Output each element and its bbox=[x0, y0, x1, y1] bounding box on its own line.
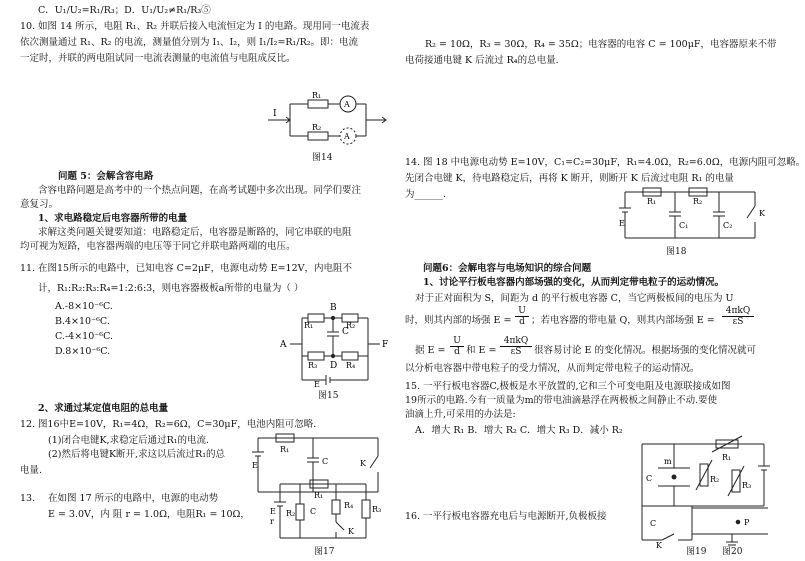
q11-option-b: B.4×10⁻⁶C. bbox=[55, 316, 110, 327]
figure-15-caption: 图15 bbox=[318, 391, 339, 401]
fig17-internal-r: r bbox=[270, 517, 274, 526]
q14-line1: 图 18 中电源电动势 E=10V，C₁=C₂=30μF，R₁=4.0Ω，R₂=6.0Ω，电源内阻可忽略。 bbox=[423, 157, 805, 168]
fig18-label-C1: C₁ bbox=[679, 221, 689, 230]
fig18-label-R1: R₁ bbox=[647, 197, 657, 206]
section2-title: 2、求通过某定值电阻的总电量 bbox=[38, 403, 169, 414]
fig17-source-E: E bbox=[270, 507, 276, 516]
fig14-ammeter-A: A bbox=[344, 100, 350, 109]
fig16-source-E: E bbox=[252, 461, 258, 470]
fig18-source-E: E bbox=[619, 219, 625, 228]
figure-15-circuit bbox=[280, 296, 390, 388]
q11-option-a: A.-8×10⁻⁶C. bbox=[55, 301, 113, 312]
q12-line3: (2)然后将电键K断开,求这以后流过R₁的总 bbox=[48, 449, 226, 460]
fraction-denominator-d: d bbox=[519, 317, 525, 328]
fraction2-numerator-U: U bbox=[450, 336, 464, 347]
q16-number: 16. bbox=[405, 511, 421, 522]
fig15-node-A: A bbox=[280, 340, 287, 350]
problem5-title: 问题 5：会解含容电路 bbox=[58, 171, 154, 182]
fig19-mass-m: m bbox=[664, 457, 672, 466]
fig18-label-C2: C₂ bbox=[723, 221, 733, 230]
q15-line3: 油滴上升,可采用的办法是: bbox=[405, 409, 516, 420]
figure-14-caption: 图14 bbox=[312, 153, 333, 163]
fig17-label-R4: R₄ bbox=[344, 501, 354, 510]
q11-option-d: D.8×10⁻⁶C. bbox=[55, 346, 111, 357]
problem6-line2b: ；若电容器的带电量 Q，则其内部场强 E = bbox=[531, 315, 715, 326]
fig15-source-E: E bbox=[314, 380, 320, 389]
fraction-denominator-eS: εS bbox=[732, 317, 744, 328]
fig16-label-R1: R₁ bbox=[280, 445, 290, 454]
q11-line1: 在图15所示的电路中，已知电容 C=2μF，电源电动势 E=12V，内电阻不 bbox=[38, 263, 353, 274]
q16-line1: 一平行板电容器充电后与电源断开,负极板接 bbox=[423, 511, 607, 522]
problem6-line3c: 很容易讨论 E 的变化情况。根据场强的变化情况就可 bbox=[534, 345, 756, 356]
fig19-label-R2: R₂ bbox=[710, 475, 720, 484]
q14-line2: 先闭合电键 K，待电路稳定后，再将 K 断开，则断开 K 后流过电阻 R₁ 的电量 bbox=[405, 173, 734, 184]
figure-20-circuit bbox=[632, 498, 774, 548]
q11-number: 11. bbox=[20, 263, 36, 274]
fraction-U-over-d-2 bbox=[450, 336, 464, 358]
figure-18-circuit bbox=[615, 186, 765, 246]
fraction2-denominator-eS: εS bbox=[510, 347, 522, 358]
q10-line2: 依次测量通过 R₁、R₂ 的电流，测量值分别为 I₁、I₂，则 I₁/I₂=R₁/R₂。即：电流 bbox=[20, 37, 359, 48]
fig20-switch-K: K bbox=[656, 541, 662, 550]
q11-option-c: C.-4×10⁻⁶C. bbox=[55, 331, 114, 342]
q12-number: 12. bbox=[20, 419, 36, 430]
section1-line2: 均可视为短路，电容器两端的电压等于同它并联电路两端的电压。 bbox=[20, 241, 296, 252]
figure-17-caption: 图17 bbox=[314, 547, 335, 557]
problem6-line1: 对于正对面积为 S，间距为 d 的平行板电容器 C，当它两极板间的电压为 U bbox=[415, 293, 734, 304]
figure-17-circuit bbox=[270, 478, 380, 546]
fig19-label-R3: R₃ bbox=[742, 481, 752, 490]
q10-line3: 一定时，并联的两电阻试同一电流表测量的电流值与电阻成反比。 bbox=[20, 53, 296, 64]
fig15-label-R4: R₄ bbox=[346, 361, 356, 370]
fig17-switch-K: K bbox=[348, 527, 354, 536]
problem6-line4: 以分析电容器中带电粒子的受力情况，从而判定带电粒子的运动情况。 bbox=[405, 363, 700, 374]
q15-options: A．增大 R₁ B．增大 R₂ C．增大 R₃ D．减小 R₂ bbox=[415, 425, 623, 436]
figure-20-caption: 图20 bbox=[722, 547, 743, 557]
q13-line1: 在如图 17 所示的电路中，电源的电动势 bbox=[48, 493, 219, 504]
q13-cont-line1: R₂ = 10Ω，R₃ = 30Ω，R₄ = 35Ω；电容器的电容 C = 100μF，电容器原来不带 bbox=[425, 39, 777, 50]
q13-cont-line2: 电荷接通电键 K 后流过 R₄的总电量. bbox=[405, 55, 559, 66]
problem6-line3a: 据 E = bbox=[415, 345, 446, 356]
q14-number: 14. bbox=[405, 157, 421, 168]
fig15-capacitor-C: C bbox=[342, 327, 349, 337]
fig15-node-D: D bbox=[330, 361, 338, 371]
problem6-line3b: 和 E = bbox=[466, 345, 497, 356]
fig16-switch-K: K bbox=[360, 459, 366, 468]
section1-title: 1、求电路稳定后电容器所带的电量 bbox=[38, 213, 188, 224]
fig14-label-R2: R₂ bbox=[312, 123, 322, 132]
fraction-4pikQ-over-eS-2 bbox=[500, 336, 532, 358]
problem5-intro2: 意复习。 bbox=[20, 199, 59, 210]
fig14-ammeter-A-dashed: A bbox=[344, 132, 350, 141]
fig15-node-F: F bbox=[382, 340, 389, 350]
section1-line1: 求解这类问题关键要知道：电路稳定后，电容器是断路的，同它串联的电阻 bbox=[38, 227, 352, 238]
fig17-label-R2: R₂ bbox=[286, 509, 296, 518]
fig20-capacitor-C: C bbox=[650, 519, 657, 528]
q15-number: 15. bbox=[405, 381, 421, 392]
fraction-numerator-4pikQ: 4πkQ bbox=[722, 306, 754, 317]
problem6-line2a: 时，则其内部的场强 E = bbox=[405, 315, 512, 326]
q11-line2: 计，R₁:R₂:R₃:R₄=1:2:6:3，则电容器极板a所带的电量为（ ） bbox=[38, 283, 304, 294]
q10-line1: 如图 14 所示，电阻 R₁、R₂ 并联后接入电流恒定为 I 的电路。现用同一电流表 bbox=[38, 21, 370, 32]
fraction-4pikQ-over-eS bbox=[722, 306, 754, 328]
fig19-capacitor-C: C bbox=[646, 474, 653, 483]
fig14-label-R1: R₁ bbox=[312, 91, 322, 100]
fig18-label-R2: R₂ bbox=[693, 197, 703, 206]
fig17-label-R3: R₃ bbox=[372, 505, 382, 514]
fig15-label-R2: R₂ bbox=[346, 321, 356, 330]
fig15-node-B: B bbox=[330, 303, 337, 313]
problem6-section1-title: 1、讨论平行板电容器内部场强的变化，从而判定带电粒子的运动情况。 bbox=[423, 277, 725, 288]
figure-19-caption: 图19 bbox=[686, 547, 707, 557]
problem5-intro1: 含容电路问题是高考中的一个热点问题，在高考试题中多次出现。同学们要注 bbox=[38, 185, 362, 196]
q12-line2: (1)闭合电键K,求稳定后通过R₁的电流. bbox=[48, 435, 210, 446]
q12-line4: 电量. bbox=[20, 465, 43, 476]
fig18-switch-K: K bbox=[759, 209, 765, 218]
fraction2-denominator-d: d bbox=[454, 347, 460, 358]
fig19-label-R1: R₁ bbox=[722, 453, 732, 462]
figure-14-circuit bbox=[268, 92, 388, 152]
q15-line2: 19所示的电路.今有一质量为m的带电油滴悬浮在两极板之间静止不动.要使 bbox=[405, 395, 718, 406]
fig15-label-R1: R₁ bbox=[304, 321, 314, 330]
q13-line2: E = 3.0V，内 阻 r = 1.0Ω，电阻R₁ = 10Ω， bbox=[48, 509, 250, 520]
fig17-label-R1: R₁ bbox=[314, 491, 324, 500]
fraction-U-over-d bbox=[515, 306, 529, 328]
fraction-numerator-U: U bbox=[515, 306, 529, 317]
q12-line1: 图16中E=10V，R₁=4Ω，R₂=6Ω，C=30μF，电池内阻可忽略. bbox=[38, 419, 317, 430]
fig15-label-R3: R₃ bbox=[308, 361, 318, 370]
options-c-d: C．U₁/U₂=R₁/R₃；D．U₁/U₂≠R₁/R₃⑤ bbox=[38, 5, 211, 16]
problem6-title: 问题6：会解电容与电场知识的综合问题 bbox=[423, 263, 592, 274]
figure-18-caption: 图18 bbox=[666, 247, 687, 257]
fig16-capacitor-C: C bbox=[322, 457, 329, 466]
q13-number: 13. bbox=[20, 493, 36, 504]
q15-line1: 一平行板电容器C,极板是水平放置的,它和三个可变电阻及电源联接成如图 bbox=[423, 381, 731, 392]
fraction2-numerator-4pikQ: 4πkQ bbox=[500, 336, 532, 347]
fig20-point-P: P bbox=[744, 518, 750, 527]
q14-line3: 为______. bbox=[405, 189, 447, 200]
fig14-label-I: I bbox=[273, 109, 277, 119]
q10-number: 10. bbox=[20, 21, 36, 32]
fig17-capacitor-C: C bbox=[310, 507, 317, 516]
